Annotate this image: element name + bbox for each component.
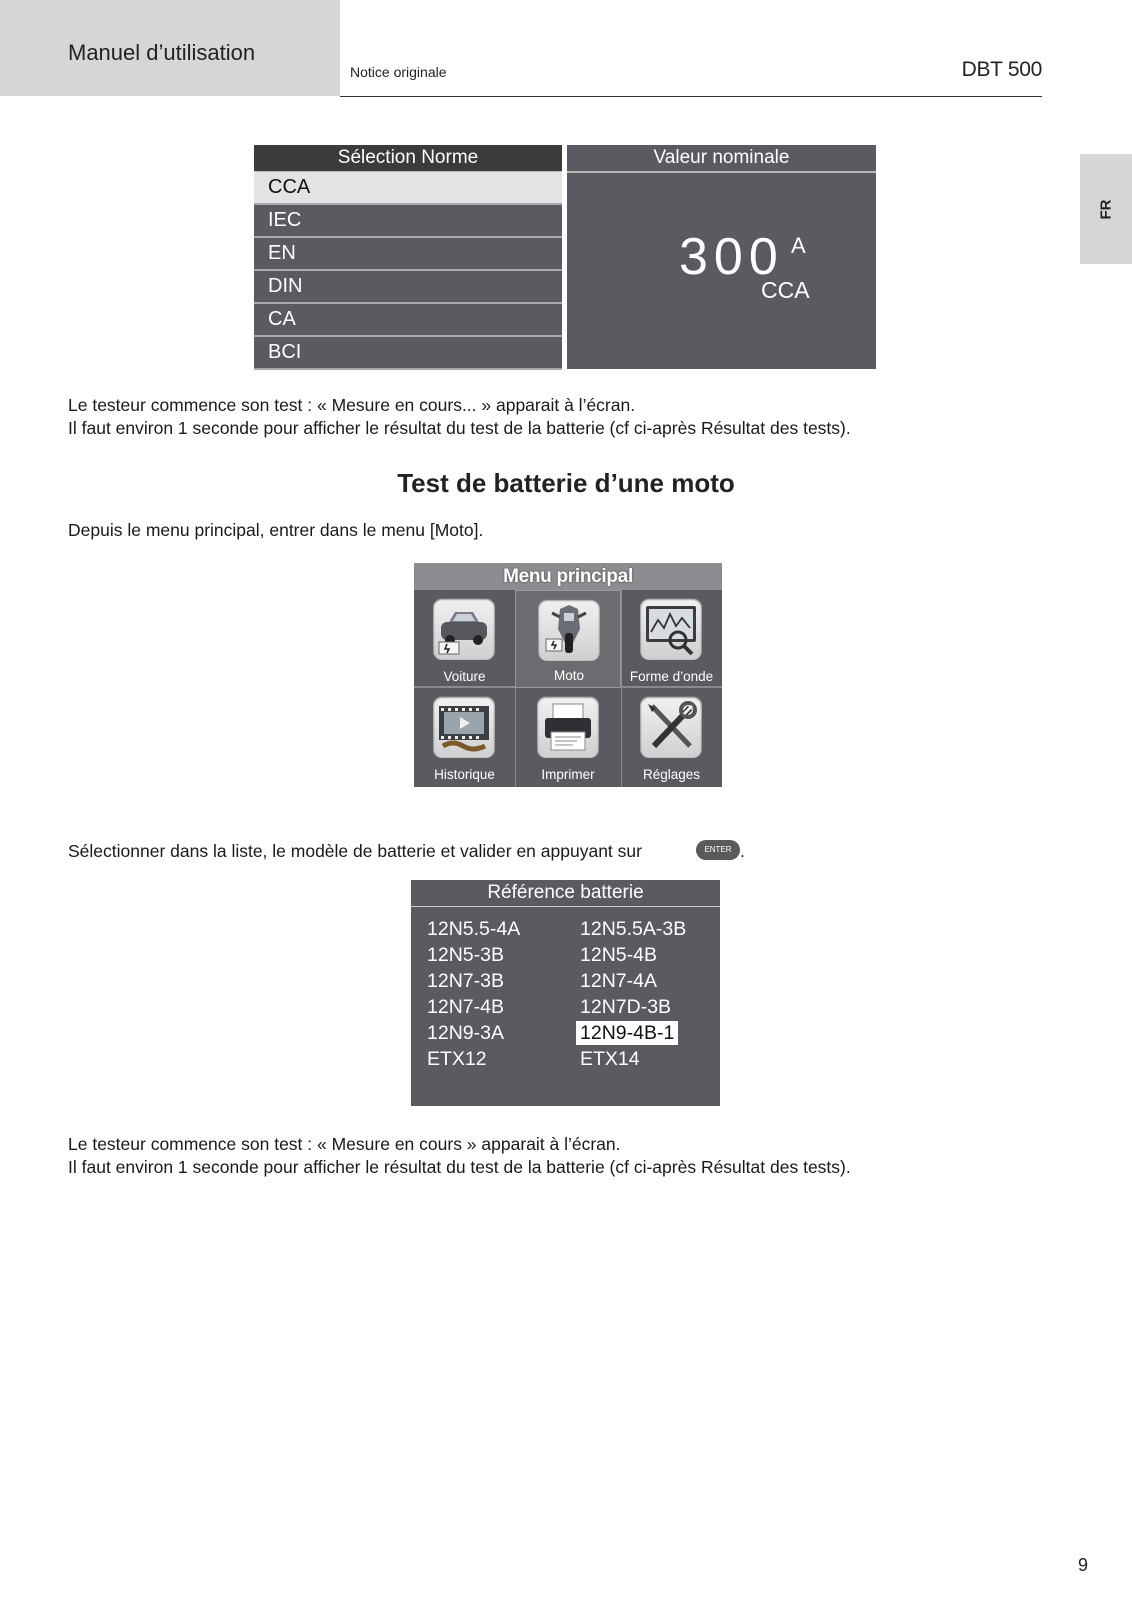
- menu-label-forme-onde: Forme d’onde: [629, 669, 714, 684]
- printer-icon: [537, 696, 599, 758]
- norme-selection-panel: [254, 145, 562, 369]
- menu-label-reglages: Réglages: [642, 767, 701, 782]
- battery-ref-item[interactable]: 12N7-4B: [427, 996, 504, 1018]
- battery-ref-item[interactable]: ETX14: [580, 1048, 640, 1070]
- paragraph-menu-instruction: Depuis le menu principal, entrer dans le menu [Moto].: [68, 520, 484, 540]
- battery-ref-item[interactable]: 12N7-4A: [580, 970, 657, 992]
- paragraph-select-battery: Sélectionner dans la liste, le modèle de batterie et valider en appuyant sur: [68, 841, 642, 861]
- battery-ref-item[interactable]: 12N5-3B: [427, 944, 504, 966]
- norme-selection-title: Sélection Norme: [254, 145, 562, 172]
- menu-tile-imprimer[interactable]: [515, 688, 621, 786]
- battery-ref-item[interactable]: 12N5.5A-3B: [580, 918, 687, 940]
- menu-tile-voiture[interactable]: [414, 590, 515, 688]
- film-icon: [433, 696, 495, 758]
- manual-title: Manuel d’utilisation: [68, 40, 256, 65]
- enter-key-icon: ENTER: [696, 840, 740, 860]
- battery-ref-item[interactable]: ETX12: [427, 1048, 487, 1070]
- model-name: DBT 500: [961, 58, 1042, 81]
- nominal-value-panel: [567, 145, 876, 369]
- notice-subtitle: Notice originale: [350, 64, 447, 80]
- norme-item-din[interactable]: DIN: [254, 271, 562, 304]
- paragraph-test-start-2: Le testeur commence son test : « Mesure en cours » apparait à l’écran.: [68, 1134, 621, 1154]
- tools-icon: [640, 696, 702, 758]
- nominal-value-unit: A: [791, 233, 806, 258]
- norme-item-cca[interactable]: CCA: [254, 172, 562, 205]
- language-tab: [1080, 154, 1132, 264]
- battery-ref-item[interactable]: 12N9-3A: [427, 1022, 504, 1044]
- nominal-value-number: 300: [679, 228, 784, 286]
- norme-item-ca[interactable]: CA: [254, 304, 562, 337]
- menu-tile-forme-onde[interactable]: [621, 590, 722, 688]
- main-menu-screen: [414, 563, 722, 787]
- battery-ref-item-selected[interactable]: 12N9-4B-1: [576, 1021, 678, 1045]
- battery-reference-title: Référence batterie: [411, 880, 720, 907]
- menu-label-voiture: Voiture: [443, 669, 486, 684]
- main-menu-title: Menu principal: [414, 563, 722, 590]
- norme-item-en[interactable]: EN: [254, 238, 562, 271]
- motorcycle-icon: [538, 599, 600, 661]
- menu-label-imprimer: Imprimer: [541, 767, 595, 782]
- menu-tile-reglages[interactable]: [621, 688, 722, 786]
- paragraph-test-duration-2: Il faut environ 1 seconde pour afficher le résultat du test de la batterie (cf ci-après Résultat des tests).: [68, 1157, 851, 1177]
- menu-label-historique: Historique: [434, 767, 495, 782]
- battery-reference-screen: [411, 880, 720, 1106]
- menu-tile-historique[interactable]: [414, 688, 515, 786]
- paragraph-test-duration: Il faut environ 1 seconde pour afficher le résultat du test de la batterie (cf ci-après Résultat des tests).: [68, 418, 851, 438]
- waveform-icon: [640, 598, 702, 660]
- battery-ref-item[interactable]: 12N5-4B: [580, 944, 657, 966]
- car-icon: [433, 598, 495, 660]
- section-title: Test de batterie d’une moto: [397, 468, 735, 498]
- battery-ref-item[interactable]: 12N7D-3B: [580, 996, 672, 1018]
- header-rule: [340, 96, 1042, 97]
- nominal-value-title: Valeur nominale: [567, 145, 876, 173]
- nominal-value-standard: CCA: [761, 277, 810, 303]
- norme-item-bci[interactable]: BCI: [254, 337, 562, 370]
- battery-ref-item[interactable]: 12N7-3B: [427, 970, 504, 992]
- language-tab-label: FR: [1097, 199, 1115, 219]
- menu-tile-moto[interactable]: [515, 590, 621, 688]
- page-number: 9: [1077, 1555, 1088, 1575]
- paragraph-select-battery-end: .: [740, 841, 745, 861]
- battery-ref-item[interactable]: 12N5.5-4A: [427, 918, 521, 940]
- norme-item-iec[interactable]: IEC: [254, 205, 562, 238]
- paragraph-test-start: Le testeur commence son test : « Mesure en cours... » apparait à l’écran.: [68, 395, 636, 415]
- menu-label-moto: Moto: [553, 668, 584, 683]
